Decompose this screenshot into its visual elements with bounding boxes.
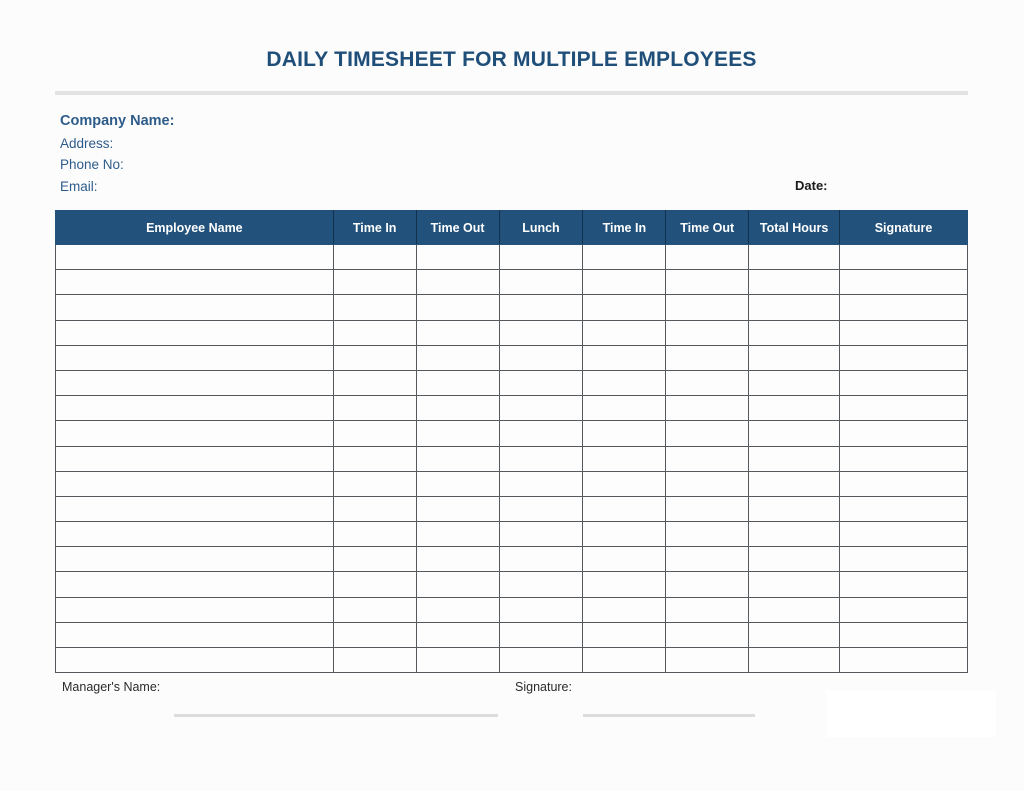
table-cell[interactable] <box>416 270 499 295</box>
table-cell[interactable] <box>840 547 968 572</box>
table-cell[interactable] <box>499 345 583 370</box>
manager-name-underline <box>174 714 498 717</box>
table-row <box>56 270 968 295</box>
table-cell[interactable] <box>749 496 840 521</box>
table-cell[interactable] <box>666 572 749 597</box>
table-cell[interactable] <box>333 547 416 572</box>
table-cell[interactable] <box>416 597 499 622</box>
table-cell[interactable] <box>56 245 334 270</box>
table-cell[interactable] <box>583 471 666 496</box>
table-cell[interactable] <box>416 622 499 647</box>
table-cell[interactable] <box>499 245 583 270</box>
table-cell[interactable] <box>666 421 749 446</box>
table-row <box>56 572 968 597</box>
table-cell[interactable] <box>333 320 416 345</box>
table-cell[interactable] <box>416 320 499 345</box>
table-cell[interactable] <box>333 295 416 320</box>
manager-signature-label: Signature: <box>515 680 572 694</box>
table-row <box>56 396 968 421</box>
table-row <box>56 522 968 547</box>
table-cell[interactable] <box>56 421 334 446</box>
table-row <box>56 648 968 673</box>
table-cell[interactable] <box>583 421 666 446</box>
table-cell[interactable] <box>333 345 416 370</box>
table-cell[interactable] <box>840 320 968 345</box>
table-cell[interactable] <box>840 572 968 597</box>
table-cell[interactable] <box>666 471 749 496</box>
table-cell[interactable] <box>333 471 416 496</box>
table-cell[interactable] <box>416 396 499 421</box>
table-cell[interactable] <box>56 320 334 345</box>
table-cell[interactable] <box>56 572 334 597</box>
table-cell[interactable] <box>333 622 416 647</box>
table-cell[interactable] <box>333 648 416 673</box>
table-row <box>56 295 968 320</box>
table-cell[interactable] <box>583 597 666 622</box>
table-cell[interactable] <box>499 446 583 471</box>
table-cell[interactable] <box>666 320 749 345</box>
table-cell[interactable] <box>499 320 583 345</box>
table-cell[interactable] <box>416 471 499 496</box>
table-cell[interactable] <box>499 522 583 547</box>
table-cell[interactable] <box>499 396 583 421</box>
timesheet-table <box>55 210 968 673</box>
table-cell[interactable] <box>583 648 666 673</box>
table-cell[interactable] <box>333 572 416 597</box>
manager-signature-underline <box>583 714 755 717</box>
table-cell[interactable] <box>749 295 840 320</box>
table-cell[interactable] <box>333 597 416 622</box>
table-cell[interactable] <box>583 345 666 370</box>
table-cell[interactable] <box>749 547 840 572</box>
table-cell[interactable] <box>583 522 666 547</box>
table-cell[interactable] <box>56 270 334 295</box>
date-label: Date: <box>795 178 828 193</box>
table-head <box>56 211 968 245</box>
table-cell[interactable] <box>333 270 416 295</box>
column-header-3: Lunch <box>499 211 583 245</box>
table-cell[interactable] <box>499 496 583 521</box>
table-cell[interactable] <box>583 396 666 421</box>
table-cell[interactable] <box>416 245 499 270</box>
table-cell[interactable] <box>666 270 749 295</box>
table-cell[interactable] <box>583 622 666 647</box>
table-cell[interactable] <box>416 345 499 370</box>
table-cell[interactable] <box>333 245 416 270</box>
company-name-label: Company Name: <box>60 113 175 129</box>
table-cell[interactable] <box>749 471 840 496</box>
table-cell[interactable] <box>56 522 334 547</box>
company-phone-label: Phone No: <box>60 157 124 172</box>
table-cell[interactable] <box>840 597 968 622</box>
table-cell[interactable] <box>56 648 334 673</box>
table-cell[interactable] <box>416 370 499 395</box>
company-info-block <box>60 111 174 197</box>
table-cell[interactable] <box>416 648 499 673</box>
table-cell[interactable] <box>56 622 334 647</box>
table-cell[interactable] <box>333 421 416 446</box>
table-cell[interactable] <box>749 245 840 270</box>
table-cell[interactable] <box>749 345 840 370</box>
table-cell[interactable] <box>499 471 583 496</box>
table-header-row <box>56 211 968 245</box>
table-cell[interactable] <box>416 295 499 320</box>
table-cell[interactable] <box>499 295 583 320</box>
table-cell[interactable] <box>333 396 416 421</box>
table-cell[interactable] <box>56 547 334 572</box>
table-cell[interactable] <box>333 446 416 471</box>
table-cell[interactable] <box>749 396 840 421</box>
table-row <box>56 370 968 395</box>
table-cell[interactable] <box>666 446 749 471</box>
table-cell[interactable] <box>333 496 416 521</box>
table-cell[interactable] <box>840 345 968 370</box>
table-cell[interactable] <box>749 597 840 622</box>
table-cell[interactable] <box>56 446 334 471</box>
table-cell[interactable] <box>56 370 334 395</box>
table-row <box>56 320 968 345</box>
table-cell[interactable] <box>840 270 968 295</box>
table-row <box>56 547 968 572</box>
column-header-6: Total Hours <box>749 211 840 245</box>
table-cell[interactable] <box>416 496 499 521</box>
table-cell[interactable] <box>416 547 499 572</box>
table-cell[interactable] <box>583 370 666 395</box>
table-cell[interactable] <box>416 522 499 547</box>
table-cell[interactable] <box>416 572 499 597</box>
table-cell[interactable] <box>666 396 749 421</box>
table-cell[interactable] <box>666 370 749 395</box>
table-cell[interactable] <box>583 547 666 572</box>
table-cell[interactable] <box>56 396 334 421</box>
column-header-1: Time In <box>333 211 416 245</box>
table-cell[interactable] <box>666 245 749 270</box>
table-cell[interactable] <box>56 295 334 320</box>
table-cell[interactable] <box>583 245 666 270</box>
table-cell[interactable] <box>749 572 840 597</box>
table-cell[interactable] <box>56 345 334 370</box>
table-row <box>56 245 968 270</box>
table-cell[interactable] <box>583 446 666 471</box>
table-cell[interactable] <box>840 370 968 395</box>
table-cell[interactable] <box>749 446 840 471</box>
table-cell[interactable] <box>499 572 583 597</box>
page-title: DAILY TIMESHEET FOR MULTIPLE EMPLOYEES <box>266 48 757 71</box>
table-cell[interactable] <box>583 572 666 597</box>
table-cell[interactable] <box>840 496 968 521</box>
table-cell[interactable] <box>840 421 968 446</box>
table-cell[interactable] <box>583 270 666 295</box>
page-artifact-rectangle <box>826 690 996 737</box>
manager-name-label: Manager's Name: <box>62 680 161 694</box>
table-body <box>56 245 968 673</box>
column-header-0: Employee Name <box>56 211 334 245</box>
column-header-7: Signature <box>840 211 968 245</box>
column-header-4: Time In <box>583 211 666 245</box>
table-cell[interactable] <box>416 421 499 446</box>
table-cell[interactable] <box>499 370 583 395</box>
table-cell[interactable] <box>56 597 334 622</box>
table-cell[interactable] <box>666 295 749 320</box>
table-cell[interactable] <box>749 421 840 446</box>
table-cell[interactable] <box>840 295 968 320</box>
table-cell[interactable] <box>666 345 749 370</box>
table-cell[interactable] <box>583 320 666 345</box>
table-cell[interactable] <box>416 446 499 471</box>
table-cell[interactable] <box>666 622 749 647</box>
table-cell[interactable] <box>840 245 968 270</box>
table-row <box>56 446 968 471</box>
company-email-label: Email: <box>60 178 98 194</box>
table-cell[interactable] <box>583 496 666 521</box>
table-row <box>56 622 968 647</box>
table-cell[interactable] <box>840 446 968 471</box>
table-cell[interactable] <box>840 471 968 496</box>
company-address-label: Address: <box>60 135 114 151</box>
table-cell[interactable] <box>499 648 583 673</box>
table-cell[interactable] <box>583 295 666 320</box>
table-cell[interactable] <box>499 270 583 295</box>
table-cell[interactable] <box>56 471 334 496</box>
table-cell[interactable] <box>499 547 583 572</box>
column-header-5: Time Out <box>666 211 749 245</box>
table-cell[interactable] <box>666 496 749 521</box>
table-cell[interactable] <box>333 370 416 395</box>
table-cell[interactable] <box>749 648 840 673</box>
table-cell[interactable] <box>666 547 749 572</box>
table-row <box>56 496 968 521</box>
table-row <box>56 421 968 446</box>
table-cell[interactable] <box>840 396 968 421</box>
table-row <box>56 597 968 622</box>
table-row <box>56 471 968 496</box>
table-cell[interactable] <box>56 496 334 521</box>
table-cell[interactable] <box>749 522 840 547</box>
table-cell[interactable] <box>499 622 583 647</box>
table-cell[interactable] <box>499 421 583 446</box>
table-cell[interactable] <box>749 320 840 345</box>
title-divider <box>55 91 968 95</box>
table-row <box>56 345 968 370</box>
table-cell[interactable] <box>666 648 749 673</box>
table-cell[interactable] <box>840 648 968 673</box>
table-cell[interactable] <box>840 522 968 547</box>
table-cell[interactable] <box>333 522 416 547</box>
table-cell[interactable] <box>749 622 840 647</box>
column-header-2: Time Out <box>416 211 499 245</box>
table-cell[interactable] <box>499 597 583 622</box>
table-cell[interactable] <box>666 522 749 547</box>
table-cell[interactable] <box>749 370 840 395</box>
table-cell[interactable] <box>840 622 968 647</box>
table-cell[interactable] <box>749 270 840 295</box>
table-cell[interactable] <box>666 597 749 622</box>
